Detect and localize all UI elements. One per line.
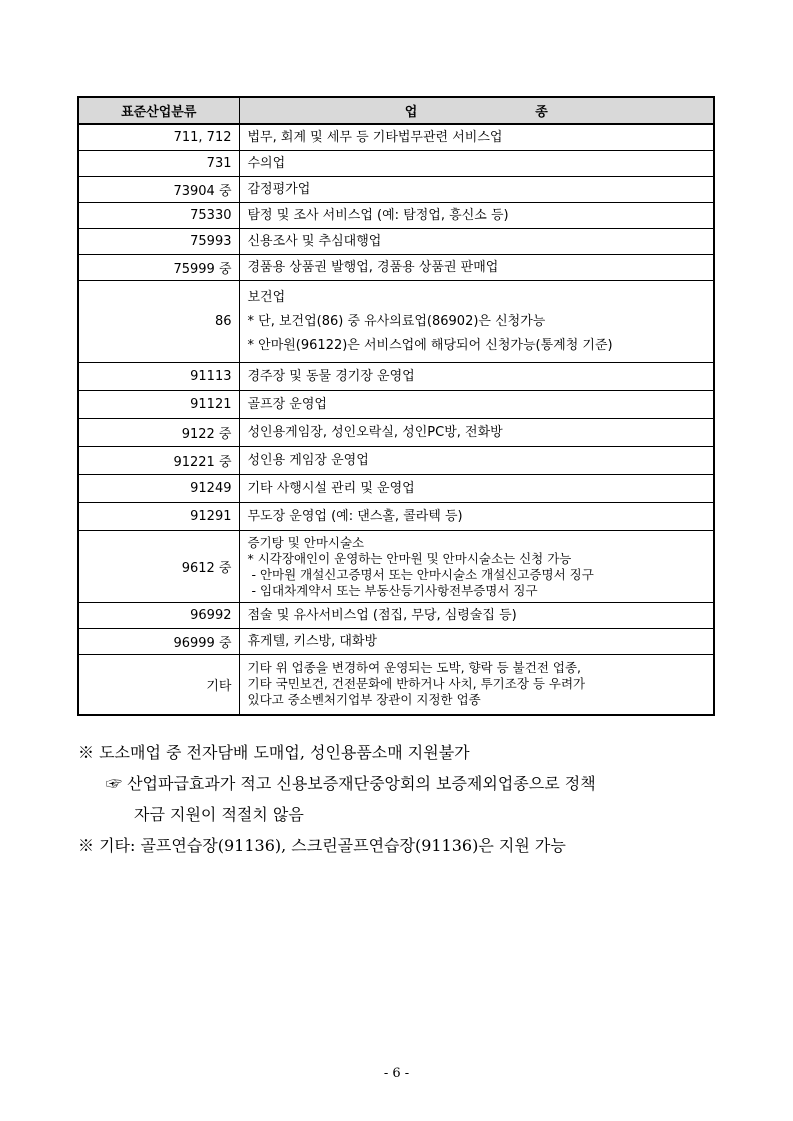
restricted-industry-table	[77, 96, 715, 716]
table-row	[78, 503, 714, 531]
row-industry: 성인용게임장, 성인오락실, 성인PC방, 전화방	[239, 419, 714, 447]
note-reason: ☞ 산업파급효과가 적고 신용보증재단중앙회의 보증제외업종으로 정책	[106, 774, 596, 793]
row-code: 86	[78, 281, 239, 363]
table-row	[78, 281, 714, 363]
row-industry: 무도장 운영업 (예: 댄스홀, 콜라텍 등)	[239, 503, 714, 531]
row-industry: 경품용 상품권 발행업, 경품용 상품권 판매업	[239, 255, 714, 281]
row-code: 9612 중	[78, 531, 239, 603]
header-code: 표준산업분류	[78, 97, 239, 124]
table-row	[78, 603, 714, 629]
row-industry: 수의업	[239, 151, 714, 177]
row-industry-line: 증기탕 및 안마시술소	[247, 534, 365, 550]
row-industry: 법무, 회계 및 세무 등 기타법무관련 서비스업	[239, 124, 714, 151]
table-row	[78, 629, 714, 655]
table-row	[78, 419, 714, 447]
row-industry: 탐정 및 조사 서비스업 (예: 탐정업, 흥신소 등)	[239, 203, 714, 229]
row-industry: 성인용 게임장 운영업	[239, 447, 714, 475]
row-code: 91221 중	[78, 447, 239, 475]
page-number: - 6 -	[383, 1066, 410, 1081]
row-code: 96992	[78, 603, 239, 629]
row-industry: 감정평가업	[239, 177, 714, 203]
row-industry-line: 보건업	[247, 289, 286, 305]
table-row	[78, 531, 714, 603]
row-code: 96999 중	[78, 629, 239, 655]
row-code: 91121	[78, 391, 239, 419]
row-code: 91291	[78, 503, 239, 531]
row-industry-line: - 안마원 개설신고증명서 또는 안마시술소 개설신고증명서 징구	[247, 566, 594, 582]
row-industry: 휴게텔, 키스방, 대화방	[239, 629, 714, 655]
table-row	[78, 151, 714, 177]
note-reason-continued: 자금 지원이 적절치 않음	[134, 805, 304, 824]
row-code: 711, 712	[78, 124, 239, 151]
row-industry-line: 있다고 중소벤처기업부 장관이 지정한 업종	[247, 692, 481, 708]
row-industry: 경주장 및 동물 경기장 운영업	[239, 363, 714, 391]
header-industry-char-1: 업	[404, 105, 418, 120]
row-industry: 골프장 운영업	[239, 391, 714, 419]
header-industry	[239, 97, 714, 124]
row-industry-line: * 단, 보건업(86) 중 유사의료업(86902)은 신청가능	[247, 313, 546, 329]
table-row	[78, 255, 714, 281]
row-code: 91113	[78, 363, 239, 391]
row-industry-line: 기타 위 업종을 변경하여 운영되는 도박, 향락 등 불건전 업종,	[247, 660, 582, 676]
table-row	[78, 655, 714, 715]
row-code: 75999 중	[78, 255, 239, 281]
row-industry: 기타 사행시설 관리 및 운영업	[239, 475, 714, 503]
row-industry-line: 기타 국민보건, 건전문화에 반하거나 사치, 투기조장 등 우려가	[247, 676, 586, 692]
row-code: 기타	[78, 655, 239, 715]
table-row	[78, 363, 714, 391]
header-industry-char-2: 종	[535, 105, 548, 120]
table-row	[78, 475, 714, 503]
row-code: 75993	[78, 229, 239, 255]
row-industry-line: * 시각장애인이 운영하는 안마원 및 안마시술소는 신청 가능	[247, 550, 572, 566]
row-industry	[239, 655, 714, 715]
row-industry-line: - 임대차계약서 또는 부동산등기사항전부증명서 징구	[247, 582, 538, 598]
row-code: 73904 중	[78, 177, 239, 203]
row-code: 91249	[78, 475, 239, 503]
table-row	[78, 447, 714, 475]
row-industry: 점술 및 유사서비스업 (점집, 무당, 심령술집 등)	[239, 603, 714, 629]
table-row	[78, 203, 714, 229]
row-code: 75330	[78, 203, 239, 229]
note-ecig-restriction: ※ 도소매업 중 전자담배 도매업, 성인용품소매 지원불가	[78, 743, 470, 762]
table-row	[78, 177, 714, 203]
note-golf-exception: ※ 기타: 골프연습장(91136), 스크린골프연습장(91136)은 지원 가능	[78, 836, 566, 855]
row-industry: 신용조사 및 추심대행업	[239, 229, 714, 255]
table-row	[78, 229, 714, 255]
row-industry-line: * 안마원(96122)은 서비스업에 해당되어 신청가능(통계청 기준)	[247, 337, 613, 353]
table-row	[78, 391, 714, 419]
row-code: 9122 중	[78, 419, 239, 447]
table-row	[78, 124, 714, 151]
row-industry	[239, 281, 714, 363]
row-industry	[239, 531, 714, 603]
row-code: 731	[78, 151, 239, 177]
